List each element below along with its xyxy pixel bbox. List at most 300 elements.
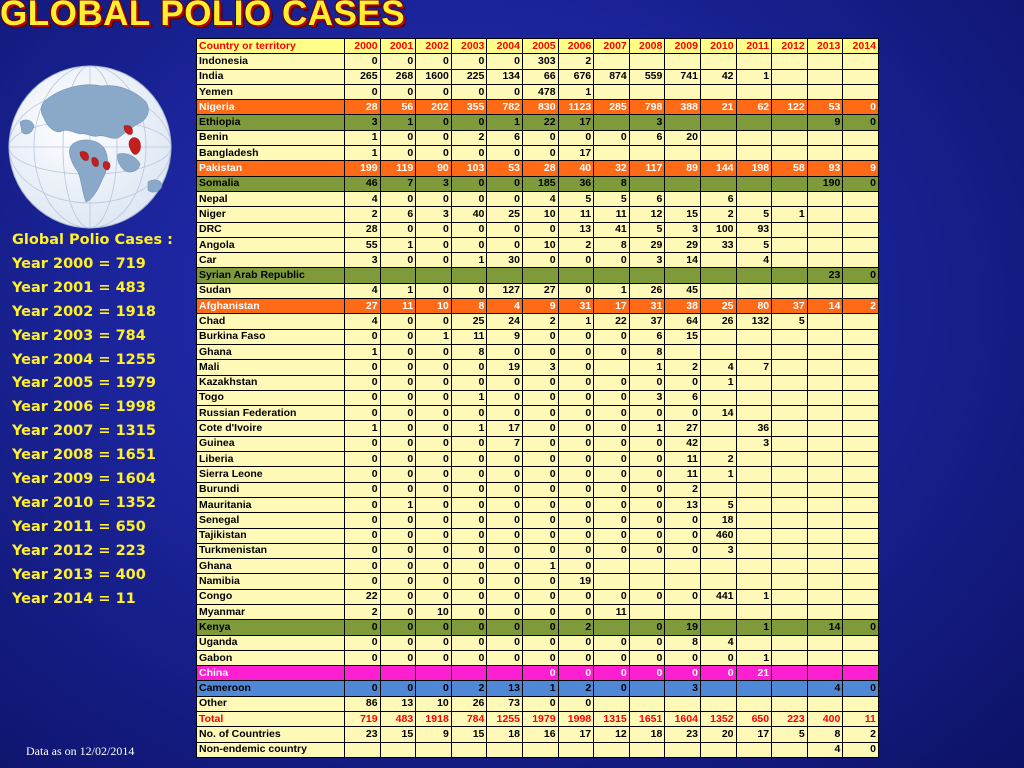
case-count-cell xyxy=(629,559,665,574)
case-count-cell: 199 xyxy=(345,161,381,176)
case-count-cell: 0 xyxy=(487,543,523,558)
case-count-cell xyxy=(772,513,808,528)
case-count-cell: 0 xyxy=(380,467,416,482)
case-count-cell: 8 xyxy=(807,727,843,742)
case-count-cell: 89 xyxy=(665,161,701,176)
case-count-cell: 0 xyxy=(416,390,452,405)
case-count-cell: 9 xyxy=(843,161,879,176)
case-count-cell: 0 xyxy=(416,191,452,206)
summary-heading: Global Polio Cases : xyxy=(12,232,173,248)
case-count-cell: 0 xyxy=(345,635,381,650)
table-row xyxy=(197,620,879,635)
case-count-cell xyxy=(665,344,701,359)
case-count-cell: 0 xyxy=(451,191,487,206)
table-row xyxy=(197,543,879,558)
case-count-cell xyxy=(807,237,843,252)
case-count-cell xyxy=(558,742,594,757)
case-count-cell: 0 xyxy=(594,375,630,390)
case-count-cell xyxy=(843,207,879,222)
summary-year-line: Year 2002 = 1918 xyxy=(12,303,156,320)
case-count-cell xyxy=(665,84,701,99)
summary-year-line: Year 2005 = 1979 xyxy=(12,375,156,392)
country-cell: Car xyxy=(197,253,345,268)
case-count-cell xyxy=(772,543,808,558)
case-count-cell: 2 xyxy=(345,207,381,222)
summary-year-line: Year 2001 = 483 xyxy=(12,279,146,296)
case-count-cell: 2 xyxy=(345,604,381,619)
table-row xyxy=(197,528,879,543)
case-count-cell xyxy=(736,268,772,283)
case-count-cell: 1 xyxy=(380,237,416,252)
case-count-cell: 0 xyxy=(558,436,594,451)
case-count-cell: 1 xyxy=(629,360,665,375)
case-count-cell xyxy=(843,191,879,206)
case-count-cell: 0 xyxy=(594,681,630,696)
case-count-cell: 33 xyxy=(700,237,736,252)
case-count-cell xyxy=(772,84,808,99)
case-count-cell xyxy=(772,528,808,543)
table-row xyxy=(197,727,879,742)
case-count-cell: 36 xyxy=(736,421,772,436)
case-count-cell: 0 xyxy=(522,452,558,467)
case-count-cell: 5 xyxy=(700,497,736,512)
case-count-cell: 14 xyxy=(700,406,736,421)
case-count-cell xyxy=(772,482,808,497)
case-count-cell: 134 xyxy=(487,69,523,84)
case-count-cell: 1 xyxy=(700,467,736,482)
case-count-cell xyxy=(807,146,843,161)
case-count-cell xyxy=(665,696,701,711)
case-count-cell: 0 xyxy=(522,604,558,619)
polio-cases-table xyxy=(196,38,879,758)
case-count-cell: 0 xyxy=(558,467,594,482)
case-count-cell: 1 xyxy=(594,283,630,298)
case-count-cell xyxy=(665,604,701,619)
case-count-cell: 0 xyxy=(380,222,416,237)
case-count-cell: 23 xyxy=(665,727,701,742)
country-cell: China xyxy=(197,666,345,681)
case-count-cell: 4 xyxy=(807,742,843,757)
case-count-cell: 3 xyxy=(629,390,665,405)
case-count-cell xyxy=(807,467,843,482)
case-count-cell: 15 xyxy=(665,329,701,344)
case-count-cell: 93 xyxy=(807,161,843,176)
case-count-cell: 117 xyxy=(629,161,665,176)
case-count-cell: 478 xyxy=(522,84,558,99)
case-count-cell: 0 xyxy=(558,375,594,390)
case-count-cell: 0 xyxy=(380,482,416,497)
case-count-cell: 3 xyxy=(522,360,558,375)
case-count-cell: 1 xyxy=(558,84,594,99)
case-count-cell: 13 xyxy=(380,696,416,711)
case-count-cell xyxy=(772,283,808,298)
summary-year-line: Year 2009 = 1604 xyxy=(12,471,156,488)
country-cell: Guinea xyxy=(197,436,345,451)
case-count-cell xyxy=(345,268,381,283)
case-count-cell: 0 xyxy=(487,237,523,252)
case-count-cell: 0 xyxy=(558,283,594,298)
case-count-cell: 0 xyxy=(451,589,487,604)
case-count-cell xyxy=(807,528,843,543)
country-cell: Niger xyxy=(197,207,345,222)
case-count-cell xyxy=(736,344,772,359)
case-count-cell xyxy=(594,620,630,635)
case-count-cell: 0 xyxy=(380,421,416,436)
case-count-cell: 0 xyxy=(594,497,630,512)
case-count-cell xyxy=(772,681,808,696)
case-count-cell: 1 xyxy=(629,421,665,436)
column-header-year: 2009 xyxy=(665,39,701,54)
country-cell: Russian Federation xyxy=(197,406,345,421)
case-count-cell: 127 xyxy=(487,283,523,298)
case-count-cell: 0 xyxy=(416,620,452,635)
case-count-cell xyxy=(700,696,736,711)
case-count-cell: 37 xyxy=(629,314,665,329)
table-row xyxy=(197,268,879,283)
country-cell: Other xyxy=(197,696,345,711)
case-count-cell: 11 xyxy=(665,467,701,482)
case-count-cell: 0 xyxy=(345,620,381,635)
table-row xyxy=(197,467,879,482)
case-count-cell xyxy=(736,390,772,405)
case-count-cell xyxy=(594,696,630,711)
case-count-cell: 1 xyxy=(345,421,381,436)
case-count-cell xyxy=(736,681,772,696)
case-count-cell: 7 xyxy=(736,360,772,375)
case-count-cell: 0 xyxy=(380,513,416,528)
case-count-cell: 0 xyxy=(416,421,452,436)
case-count-cell: 17 xyxy=(558,115,594,130)
case-count-cell: 3 xyxy=(416,207,452,222)
world-globe-icon xyxy=(6,62,174,232)
case-count-cell: 0 xyxy=(380,360,416,375)
case-count-cell: 0 xyxy=(487,482,523,497)
case-count-cell: 0 xyxy=(451,574,487,589)
case-count-cell: 24 xyxy=(487,314,523,329)
case-count-cell: 1352 xyxy=(700,712,736,727)
case-count-cell: 0 xyxy=(345,436,381,451)
case-count-cell: 1 xyxy=(487,115,523,130)
country-cell: Cote d'Ivoire xyxy=(197,421,345,436)
case-count-cell: 1 xyxy=(451,421,487,436)
case-count-cell: 3 xyxy=(345,253,381,268)
case-count-cell: 5 xyxy=(772,727,808,742)
table-row xyxy=(197,176,879,191)
case-count-cell: 0 xyxy=(451,84,487,99)
case-count-cell: 11 xyxy=(558,207,594,222)
case-count-cell: 0 xyxy=(380,681,416,696)
case-count-cell: 0 xyxy=(522,130,558,145)
case-count-cell xyxy=(700,344,736,359)
case-count-cell xyxy=(772,497,808,512)
case-count-cell xyxy=(700,681,736,696)
case-count-cell xyxy=(807,283,843,298)
case-count-cell: 0 xyxy=(451,406,487,421)
case-count-cell xyxy=(843,283,879,298)
case-count-cell: 100 xyxy=(700,222,736,237)
case-count-cell xyxy=(807,360,843,375)
case-count-cell: 0 xyxy=(451,620,487,635)
case-count-cell xyxy=(487,666,523,681)
case-count-cell: 0 xyxy=(558,666,594,681)
case-count-cell: 4 xyxy=(345,191,381,206)
case-count-cell: 0 xyxy=(843,100,879,115)
case-count-cell xyxy=(629,574,665,589)
case-count-cell: 20 xyxy=(665,130,701,145)
case-count-cell: 38 xyxy=(665,299,701,314)
summary-year-line: Year 2014 = 11 xyxy=(12,590,136,607)
case-count-cell: 185 xyxy=(522,176,558,191)
case-count-cell: 676 xyxy=(558,69,594,84)
case-count-cell: 0 xyxy=(416,84,452,99)
case-count-cell xyxy=(700,176,736,191)
case-count-cell: 0 xyxy=(594,589,630,604)
case-count-cell: 0 xyxy=(522,146,558,161)
case-count-cell: 0 xyxy=(380,574,416,589)
case-count-cell xyxy=(843,314,879,329)
case-count-cell xyxy=(736,54,772,69)
case-count-cell: 0 xyxy=(487,574,523,589)
case-count-cell xyxy=(665,146,701,161)
case-count-cell xyxy=(843,253,879,268)
case-count-cell: 0 xyxy=(629,528,665,543)
case-count-cell: 22 xyxy=(345,589,381,604)
column-header-year: 2014 xyxy=(843,39,879,54)
case-count-cell: 4 xyxy=(345,283,381,298)
country-cell: Ghana xyxy=(197,344,345,359)
case-count-cell: 0 xyxy=(522,436,558,451)
case-count-cell xyxy=(594,146,630,161)
case-count-cell: 0 xyxy=(380,344,416,359)
case-count-cell xyxy=(772,344,808,359)
case-count-cell: 0 xyxy=(451,482,487,497)
case-count-cell: 0 xyxy=(487,176,523,191)
case-count-cell: 2 xyxy=(843,299,879,314)
case-count-cell xyxy=(522,742,558,757)
case-count-cell: 0 xyxy=(594,650,630,665)
case-count-cell xyxy=(772,467,808,482)
case-count-cell: 11 xyxy=(665,452,701,467)
table-row xyxy=(197,604,879,619)
page-title: GLOBAL POLIO CASES xyxy=(0,0,406,33)
table-row xyxy=(197,635,879,650)
case-count-cell: 8 xyxy=(451,344,487,359)
case-count-cell: 0 xyxy=(451,176,487,191)
case-count-cell: 42 xyxy=(665,436,701,451)
case-count-cell: 0 xyxy=(522,513,558,528)
case-count-cell xyxy=(736,513,772,528)
case-count-cell xyxy=(665,574,701,589)
case-count-cell: 28 xyxy=(345,100,381,115)
case-count-cell xyxy=(736,283,772,298)
case-count-cell: 46 xyxy=(345,176,381,191)
case-count-cell xyxy=(380,268,416,283)
case-count-cell xyxy=(843,421,879,436)
case-count-cell: 0 xyxy=(416,375,452,390)
case-count-cell: 0 xyxy=(522,635,558,650)
case-count-cell: 3 xyxy=(629,253,665,268)
global-cases-summary xyxy=(12,229,192,612)
case-count-cell: 0 xyxy=(594,528,630,543)
country-cell: Congo xyxy=(197,589,345,604)
case-count-cell xyxy=(772,436,808,451)
case-count-cell xyxy=(843,360,879,375)
case-count-cell: 41 xyxy=(594,222,630,237)
case-count-cell: 719 xyxy=(345,712,381,727)
case-count-cell xyxy=(665,176,701,191)
case-count-cell: 0 xyxy=(345,375,381,390)
case-count-cell: 0 xyxy=(594,329,630,344)
case-count-cell: 0 xyxy=(665,406,701,421)
case-count-cell xyxy=(843,604,879,619)
case-count-cell: 0 xyxy=(843,176,879,191)
case-count-cell xyxy=(772,696,808,711)
case-count-cell: 1 xyxy=(558,314,594,329)
table-row xyxy=(197,390,879,405)
case-count-cell xyxy=(772,452,808,467)
case-count-cell: 15 xyxy=(380,727,416,742)
case-count-cell: 0 xyxy=(345,497,381,512)
case-count-cell: 0 xyxy=(558,604,594,619)
case-count-cell xyxy=(807,314,843,329)
case-count-cell: 6 xyxy=(380,207,416,222)
case-count-cell: 0 xyxy=(416,360,452,375)
case-count-cell: 40 xyxy=(558,161,594,176)
case-count-cell: 0 xyxy=(558,406,594,421)
case-count-cell: 0 xyxy=(416,130,452,145)
case-count-cell xyxy=(807,650,843,665)
table-row xyxy=(197,146,879,161)
case-count-cell: 3 xyxy=(665,681,701,696)
case-count-cell: 559 xyxy=(629,69,665,84)
country-cell: Ghana xyxy=(197,559,345,574)
table-row xyxy=(197,559,879,574)
case-count-cell: 0 xyxy=(380,130,416,145)
case-count-cell: 0 xyxy=(629,452,665,467)
case-count-cell: 22 xyxy=(522,115,558,130)
table-row xyxy=(197,452,879,467)
case-count-cell xyxy=(807,253,843,268)
summary-year-line: Year 2000 = 719 xyxy=(12,255,146,272)
case-count-cell xyxy=(594,574,630,589)
case-count-cell xyxy=(736,406,772,421)
case-count-cell: 1 xyxy=(736,650,772,665)
case-count-cell: 0 xyxy=(380,375,416,390)
case-count-cell: 12 xyxy=(629,207,665,222)
case-count-cell: 14 xyxy=(665,253,701,268)
case-count-cell: 0 xyxy=(594,452,630,467)
country-cell: Afghanistan xyxy=(197,299,345,314)
case-count-cell: 303 xyxy=(522,54,558,69)
country-cell: Nepal xyxy=(197,191,345,206)
case-count-cell: 483 xyxy=(380,712,416,727)
case-count-cell: 4 xyxy=(345,314,381,329)
case-count-cell xyxy=(807,421,843,436)
summary-year-line: Year 2003 = 784 xyxy=(12,327,146,344)
case-count-cell: 0 xyxy=(345,406,381,421)
country-cell: Angola xyxy=(197,237,345,252)
case-count-cell: 0 xyxy=(522,543,558,558)
case-count-cell: 2 xyxy=(665,360,701,375)
case-count-cell xyxy=(629,268,665,283)
country-cell: Burundi xyxy=(197,482,345,497)
case-count-cell xyxy=(772,559,808,574)
country-cell: Nigeria xyxy=(197,100,345,115)
case-count-cell: 0 xyxy=(380,406,416,421)
case-count-cell: 1 xyxy=(345,344,381,359)
case-count-cell: 8 xyxy=(665,635,701,650)
case-count-cell xyxy=(807,666,843,681)
case-count-cell xyxy=(416,268,452,283)
case-count-cell xyxy=(736,130,772,145)
case-count-cell xyxy=(700,253,736,268)
case-count-cell: 55 xyxy=(345,237,381,252)
table-row xyxy=(197,589,879,604)
case-count-cell: 0 xyxy=(451,635,487,650)
case-count-cell: 17 xyxy=(736,727,772,742)
case-count-cell: 0 xyxy=(843,115,879,130)
case-count-cell xyxy=(736,528,772,543)
case-count-cell: 0 xyxy=(380,314,416,329)
case-count-cell xyxy=(772,191,808,206)
case-count-cell: 0 xyxy=(416,54,452,69)
country-cell: Mauritania xyxy=(197,497,345,512)
case-count-cell xyxy=(772,69,808,84)
case-count-cell xyxy=(665,115,701,130)
case-count-cell: 0 xyxy=(558,452,594,467)
case-count-cell xyxy=(843,574,879,589)
case-count-cell: 0 xyxy=(594,344,630,359)
case-count-cell xyxy=(843,513,879,528)
case-count-cell xyxy=(558,268,594,283)
case-count-cell xyxy=(807,497,843,512)
country-cell: Syrian Arab Republic xyxy=(197,268,345,283)
case-count-cell: 18 xyxy=(629,727,665,742)
case-count-cell xyxy=(843,650,879,665)
case-count-cell xyxy=(843,54,879,69)
case-count-cell: 0 xyxy=(416,543,452,558)
case-count-cell: 18 xyxy=(487,727,523,742)
case-count-cell xyxy=(700,742,736,757)
case-count-cell: 10 xyxy=(522,207,558,222)
case-count-cell: 3 xyxy=(629,115,665,130)
case-count-cell: 0 xyxy=(380,436,416,451)
case-count-cell: 19 xyxy=(665,620,701,635)
case-count-cell xyxy=(736,84,772,99)
case-count-cell: 0 xyxy=(594,635,630,650)
case-count-cell: 11 xyxy=(594,207,630,222)
case-count-cell: 0 xyxy=(487,84,523,99)
case-count-cell: 6 xyxy=(665,390,701,405)
case-count-cell: 400 xyxy=(807,712,843,727)
case-count-cell: 0 xyxy=(345,329,381,344)
case-count-cell xyxy=(700,620,736,635)
case-count-cell: 0 xyxy=(487,528,523,543)
country-cell: Non-endemic country xyxy=(197,742,345,757)
country-cell: Burkina Faso xyxy=(197,329,345,344)
case-count-cell: 13 xyxy=(487,681,523,696)
case-count-cell: 202 xyxy=(416,100,452,115)
case-count-cell xyxy=(807,54,843,69)
table-row xyxy=(197,222,879,237)
case-count-cell: 268 xyxy=(380,69,416,84)
table-row xyxy=(197,314,879,329)
case-count-cell: 0 xyxy=(451,146,487,161)
summary-year-line: Year 2011 = 650 xyxy=(12,518,146,535)
case-count-cell: 0 xyxy=(487,620,523,635)
case-count-cell: 11 xyxy=(380,299,416,314)
case-count-cell: 0 xyxy=(380,191,416,206)
